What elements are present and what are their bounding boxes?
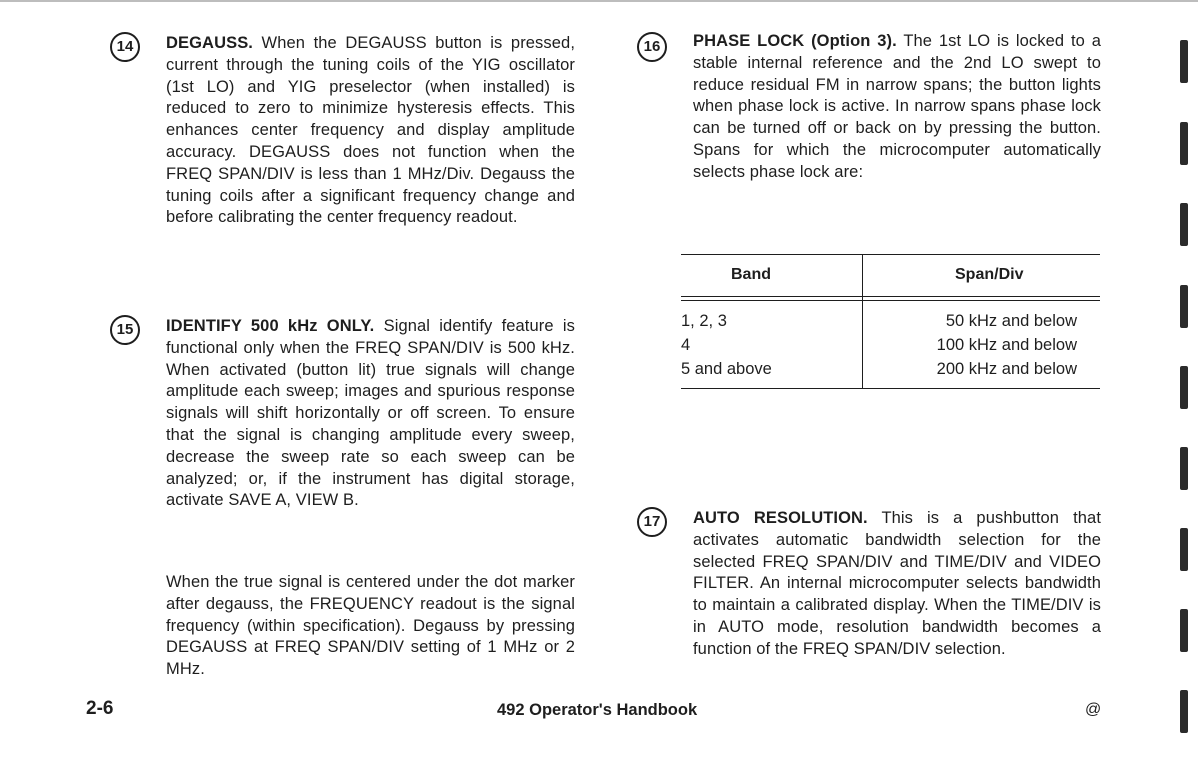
table-cell-span: 100 kHz and below xyxy=(936,336,1077,354)
footer-mark: @ xyxy=(1085,701,1102,718)
thumb-tab xyxy=(1180,122,1188,165)
item-number-badge: 15 xyxy=(110,315,140,345)
thumb-tab xyxy=(1180,285,1188,328)
item-14-title: DEGAUSS. xyxy=(166,34,253,52)
footer-title: 492 Operator's Handbook xyxy=(497,701,698,719)
thumb-tab xyxy=(1180,40,1188,83)
item-17-title: AUTO RESOLUTION. xyxy=(693,509,868,527)
item-15-paragraph-2: When the true signal is centered under the dot marker after degauss, the FREQUENCY readout is the signal frequency (within specification). Degauss by pressing DEGAUSS at FREQ SPAN/DIV setting of 1 MHz or 2 MHz. xyxy=(166,573,575,679)
phase-lock-table xyxy=(681,254,1100,389)
table-header-span: Span/Div xyxy=(955,266,1024,283)
table-header-band: Band xyxy=(731,266,771,283)
item-16-body: The 1st LO is locked to a stable internal reference and the 2nd LO swept to reduce residual FM in narrow spans; the button lights when phase lock is active. In narrow spans phase lock can be turned off or back on by pressing the button. Spans for which the microcomputer automatically selects phase lock are: xyxy=(693,32,1102,181)
item-number-badge: 17 xyxy=(637,507,667,537)
table-cell-band: 4 xyxy=(681,336,691,354)
thumb-tab xyxy=(1180,690,1188,733)
item-17-body: This is a pushbutton that activates automatic bandwidth selection for the selected FREQ SPAN/DIV and TIME/DIV and VIDEO FILTER. An internal microcomputer selects bandwidth to maintain a calibrated display. When the TIME/DIV is in AUTO mode, resolution bandwidth becomes a function of the FREQ SPAN/DIV selection. xyxy=(693,509,1102,658)
table-column-divider xyxy=(862,254,863,389)
table-cell-band: 5 and above xyxy=(681,360,772,378)
item-17-paragraph xyxy=(693,508,1101,661)
thumb-tab xyxy=(1180,447,1188,490)
thumb-tab xyxy=(1180,203,1188,246)
table-bottom-rule xyxy=(681,388,1100,389)
item-16-paragraph xyxy=(693,31,1101,184)
table-header-rule-2 xyxy=(681,300,1100,301)
table-cell-span: 200 kHz and below xyxy=(936,360,1077,378)
table-cell-band: 1, 2, 3 xyxy=(681,312,727,330)
thumb-tab xyxy=(1180,609,1188,652)
thumb-tab xyxy=(1180,528,1188,571)
top-rule xyxy=(0,0,1198,2)
item-14-paragraph xyxy=(166,33,575,229)
item-15-paragraph xyxy=(166,316,575,512)
item-number-badge: 14 xyxy=(110,32,140,62)
item-15-body: Signal identify feature is functional only when the FREQ SPAN/DIV is 500 kHz. When activated (button lit) true signals will change amplitude each sweep; images and spurious response signals will shift horizontally or off screen. To ensure that the signal is changing amplitude every sweep, decrease the sweep rate so each sweep can be analyzed; or, if the instrument has digital storage, activate SAVE A, VIEW B. xyxy=(166,317,575,510)
item-15-title: IDENTIFY 500 kHz ONLY. xyxy=(166,317,375,335)
page-number: 2-6 xyxy=(86,698,114,719)
table-cell-span: 50 kHz and below xyxy=(945,312,1077,330)
item-16-title: PHASE LOCK (Option 3). xyxy=(693,32,897,50)
item-number-badge: 16 xyxy=(637,32,667,62)
table-header-rule-1 xyxy=(681,296,1100,297)
table-top-rule xyxy=(681,254,1100,255)
item-14-body: When the DEGAUSS button is pressed, current through the tuning coils of the YIG oscillator (1st LO) and YIG preselector (when installed) is reduced to zero to minimize hysteresis effects. This enhances center frequency and display amplitude accuracy. DEGAUSS does not function when the FREQ SPAN/DIV is less than 1 MHz/Div. Degauss the tuning coils after a significant frequency change and before calibrating the center frequency readout. xyxy=(166,34,575,227)
thumb-tab xyxy=(1180,366,1188,409)
